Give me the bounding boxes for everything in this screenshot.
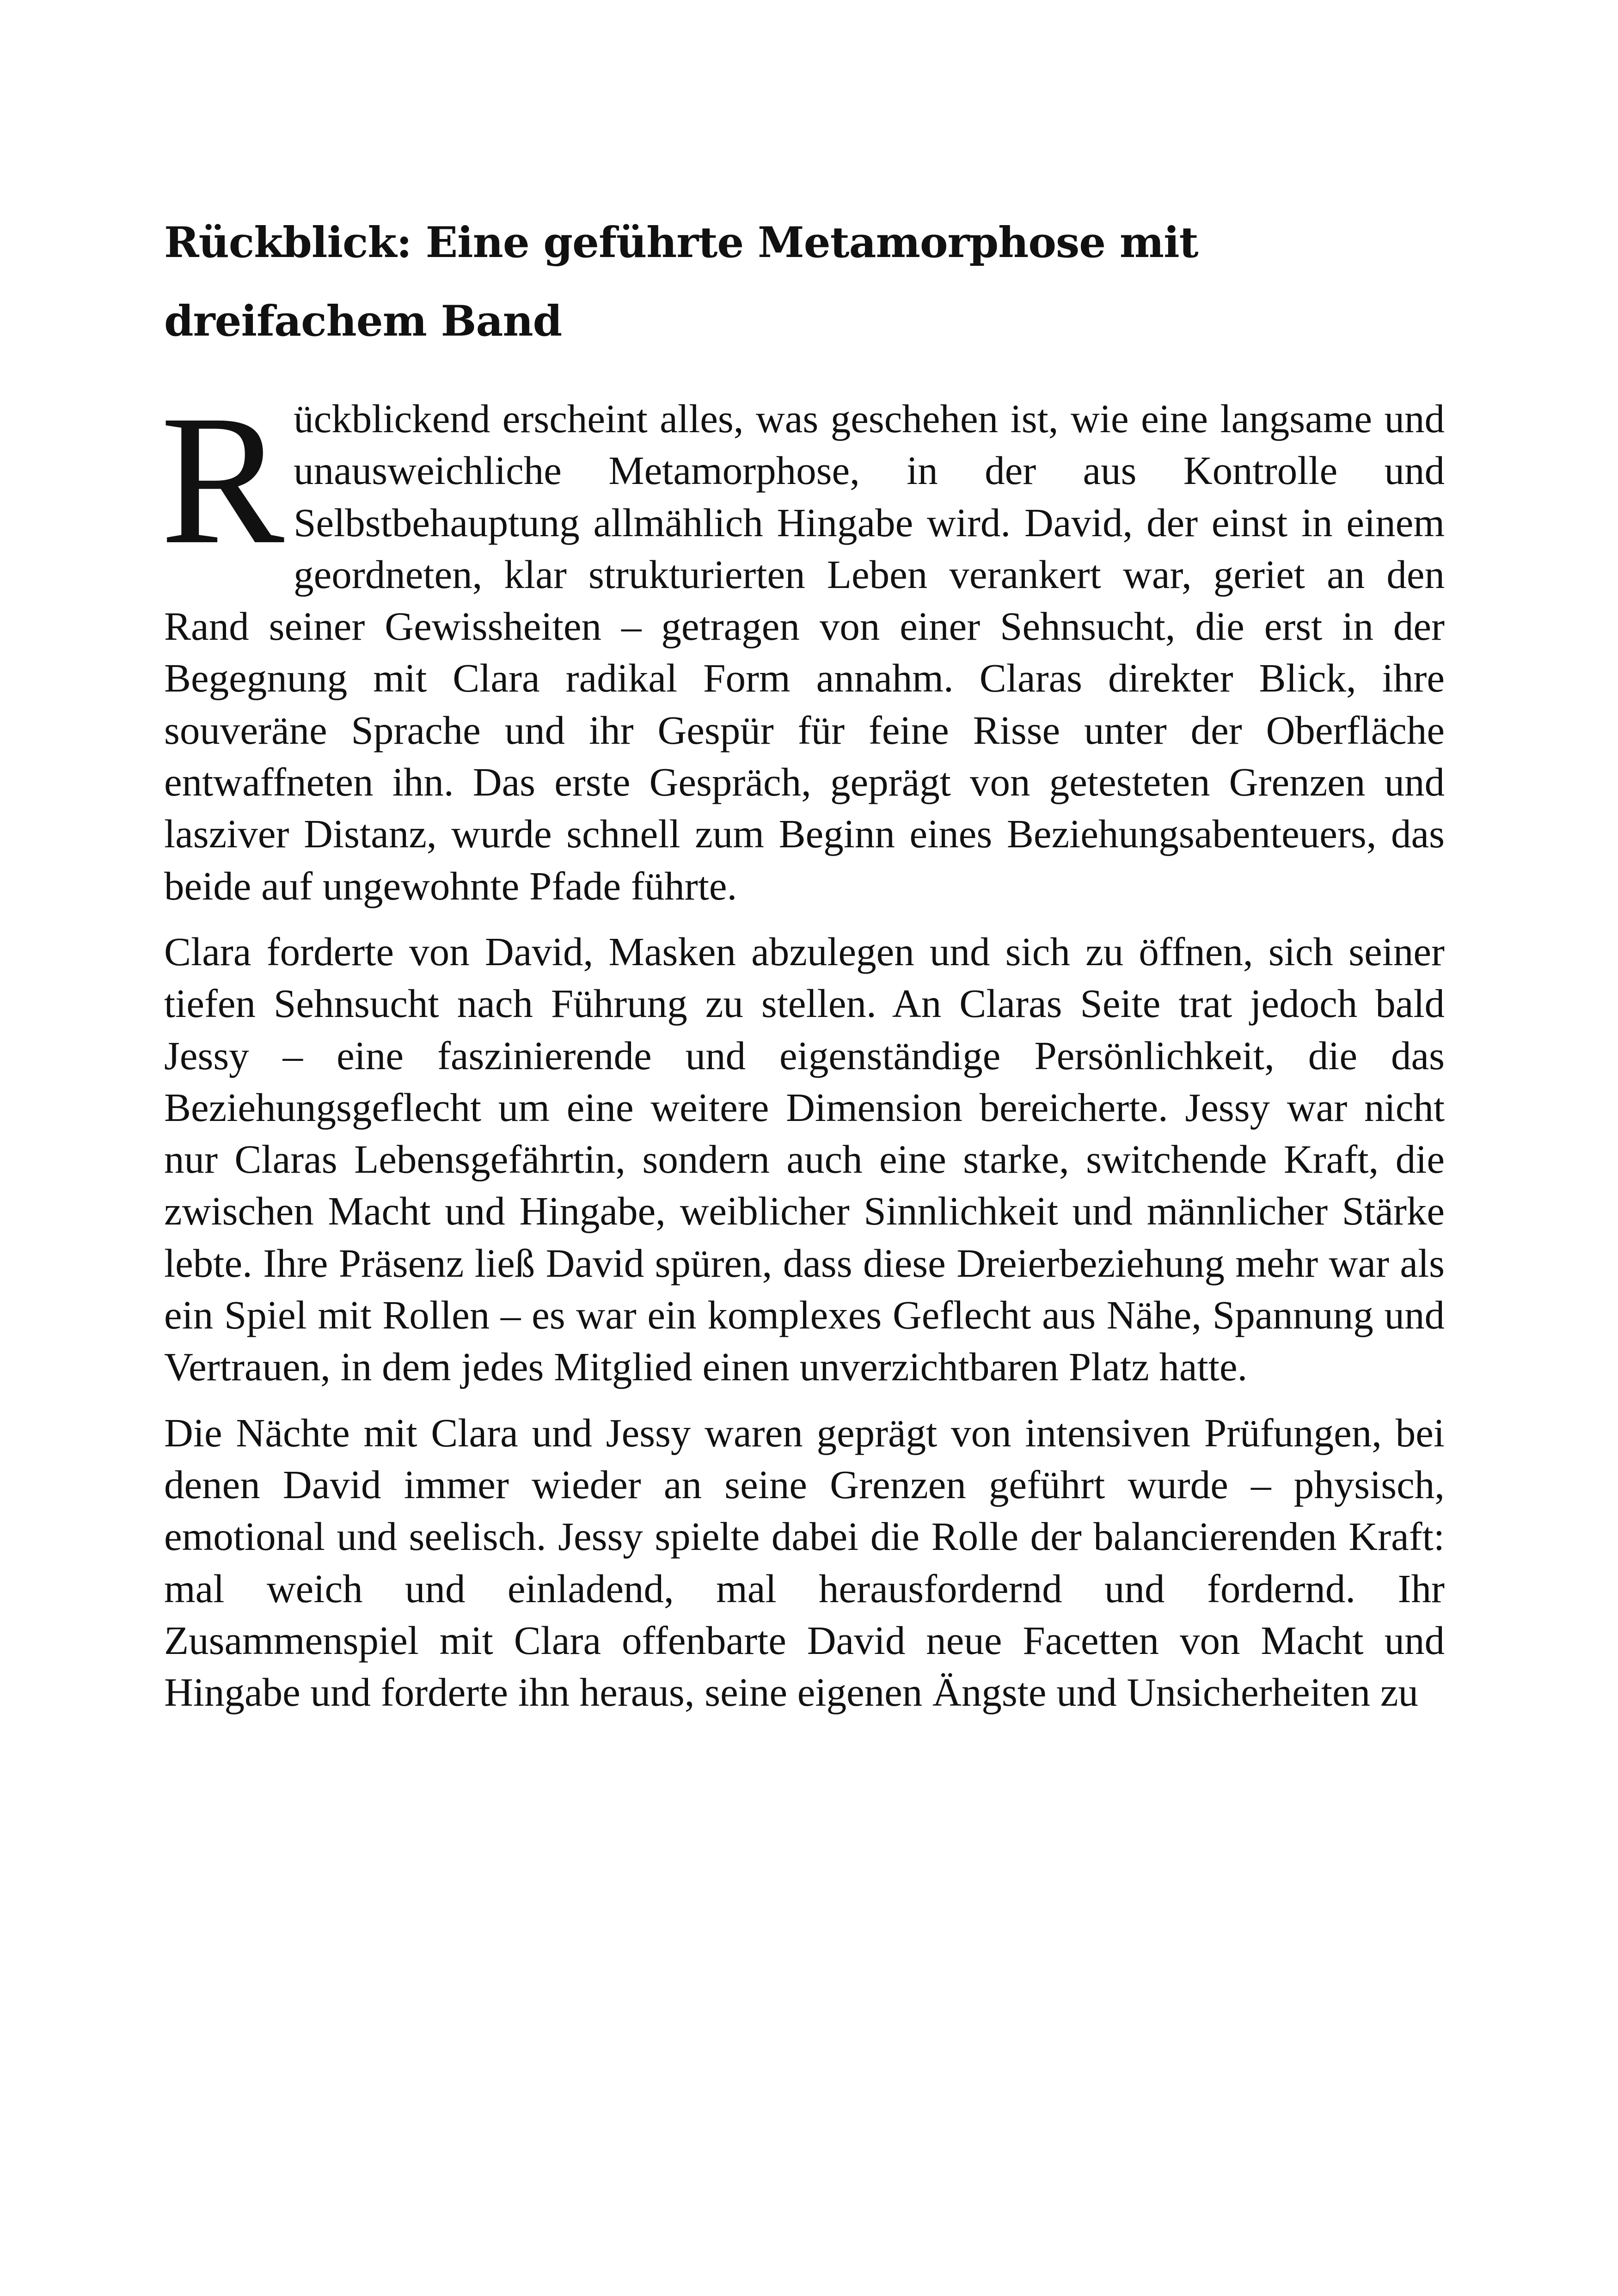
page-content	[160, 203, 1445, 1732]
drop-cap-letter: R	[160, 377, 285, 582]
chapter-title: Rückblick: Eine geführte Metamorphose mit dreifachem Band	[164, 218, 1198, 346]
paragraph-3: Die Nächte mit Clara und Jessy waren geprägt von intensiven Prüfungen, bei denen David immer wieder an seine Grenzen geführt wurde – physisch, emotional und seelisch. Jessy spielte dabei die Rolle der balancierenden Kraft: mal weich und einladend, mal herausfordernd und fordernd. Ihr Zusammenspiel mit Clara offenbarte David neue Facetten von Macht und Hingabe und forderte ihn heraus, seine eigenen Ängste und Unsicherheiten zu	[164, 1410, 1445, 1715]
paragraph-1	[160, 377, 1445, 912]
paragraph-2: Clara forderte von David, Masken abzulegen und sich zu öffnen, sich seiner tiefen Sehnsucht nach Führung zu stellen. An Claras Seite trat jedoch bald Jessy – eine faszinierende und eigenständige Persönlichkeit, die das Beziehungsgeflecht um eine weitere Dimension bereicherte. Jessy war nicht nur Claras Lebensgefährtin, sondern auch eine starke, switchende Kraft, die zwischen Macht und Hingabe, weiblicher Sinnlichkeit und männlicher Stärke lebte. Ihre Präsenz ließ David spüren, dass diese Dreierbeziehung mehr war als ein Spiel mit Rollen – es war ein komplexes Geflecht aus Nähe, Spannung und Vertrauen, in dem jedes Mitglied einen unverzichtbaren Platz hatte.	[164, 929, 1445, 1390]
paragraph-1-text: ückblickend erscheint alles, was geschehen ist, wie eine langsame und unausweichliche Metamorphose, in der aus Kontrolle und Selbstbehauptung allmählich Hingabe wird. David, der einst in einem geordneten, klar strukturierten Leben verankert war, geriet an den Rand seiner Gewissheiten – getragen von einer Sehnsucht, die erst in der Begegnung mit Clara radikal Form annahm. Claras direkter Blick, ihre souveräne Sprache und ihr Gespür für feine Risse unter der Oberfläche entwaffneten ihn. Das erste Gespräch, geprägt von getesteten Grenzen und lasziver Distanz, wurde schnell zum Beginn eines Beziehungsabenteuers, das beide auf ungewohnte Pfade führte.	[164, 396, 1445, 908]
